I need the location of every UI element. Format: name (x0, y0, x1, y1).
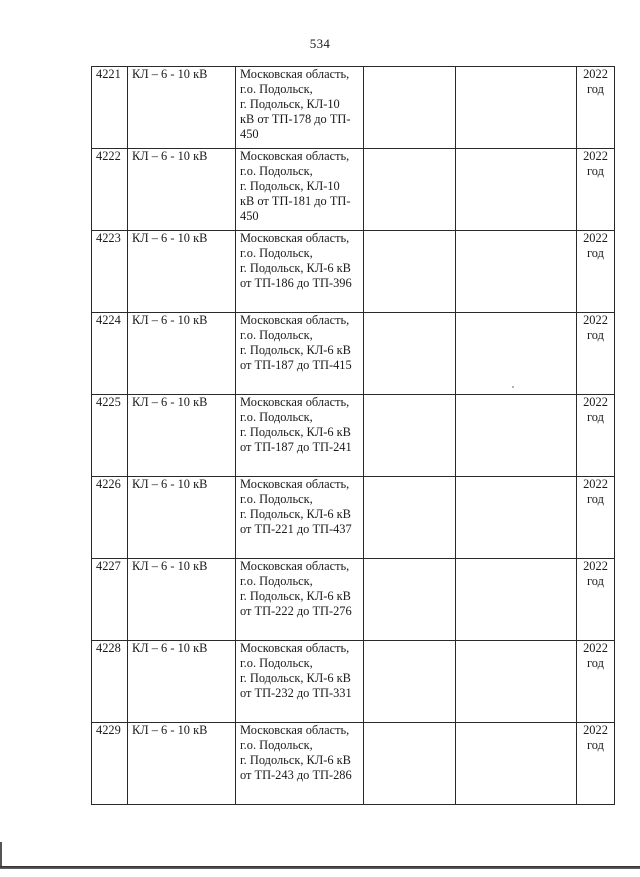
year-cell (577, 559, 615, 641)
empty-cell (364, 477, 456, 559)
address-line: г. Подольск, КЛ-6 кВ (240, 753, 351, 767)
address-line: г.о. Подольск, (240, 656, 313, 670)
table-row (92, 67, 615, 149)
row-number-cell: 4224 (92, 313, 128, 395)
line-type-cell: КЛ – 6 - 10 кВ (128, 395, 236, 477)
address-line: г.о. Подольск, (240, 82, 313, 96)
empty-cell (456, 313, 577, 395)
address-line: г.о. Подольск, (240, 246, 313, 260)
empty-cell (456, 149, 577, 231)
address-line: от ТП-187 до ТП-415 (240, 358, 352, 372)
address-line: от ТП-187 до ТП-241 (240, 440, 352, 454)
address-line: г. Подольск, КЛ-6 кВ (240, 507, 351, 521)
year-value: 2022 (583, 67, 608, 81)
scan-bottom-edge (0, 866, 640, 869)
address-cell (236, 559, 364, 641)
empty-cell (456, 559, 577, 641)
address-line: Московская область, (240, 231, 350, 245)
row-number-cell: 4221 (92, 67, 128, 149)
address-line: г. Подольск, КЛ-6 кВ (240, 671, 351, 685)
table-row (92, 477, 615, 559)
address-line: г. Подольск, КЛ-6 кВ (240, 261, 351, 275)
year-cell (577, 149, 615, 231)
year-cell (577, 313, 615, 395)
address-line: Московская область, (240, 395, 350, 409)
year-value: 2022 (583, 723, 608, 737)
empty-cell (456, 641, 577, 723)
line-type-cell: КЛ – 6 - 10 кВ (128, 723, 236, 805)
address-line: Московская область, (240, 313, 350, 327)
empty-cell (364, 395, 456, 477)
line-type-cell: КЛ – 6 - 10 кВ (128, 149, 236, 231)
address-line: г. Подольск, КЛ-10 (240, 97, 340, 111)
year-unit: год (587, 656, 604, 670)
address-cell (236, 723, 364, 805)
year-value: 2022 (583, 149, 608, 163)
year-unit: год (587, 574, 604, 588)
address-line: Московская область, (240, 477, 350, 491)
row-number-cell: 4225 (92, 395, 128, 477)
line-type-cell: КЛ – 6 - 10 кВ (128, 67, 236, 149)
year-unit: год (587, 738, 604, 752)
address-line: г.о. Подольск, (240, 492, 313, 506)
line-type-cell: КЛ – 6 - 10 кВ (128, 477, 236, 559)
address-line: Московская область, (240, 641, 350, 655)
address-line: г. Подольск, КЛ-10 (240, 179, 340, 193)
line-type-cell: КЛ – 6 - 10 кВ (128, 313, 236, 395)
year-value: 2022 (583, 641, 608, 655)
address-line: г.о. Подольск, (240, 328, 313, 342)
empty-cell (456, 231, 577, 313)
year-cell (577, 477, 615, 559)
table-row (92, 149, 615, 231)
address-line: Московская область, (240, 149, 350, 163)
address-line: г.о. Подольск, (240, 574, 313, 588)
address-line: от ТП-186 до ТП-396 (240, 276, 352, 290)
address-line: Московская область, (240, 723, 350, 737)
address-cell (236, 231, 364, 313)
table-row (92, 723, 615, 805)
year-cell (577, 723, 615, 805)
address-cell (236, 477, 364, 559)
year-unit: год (587, 410, 604, 424)
address-line: г. Подольск, КЛ-6 кВ (240, 589, 351, 603)
scan-edge-mark (0, 842, 2, 866)
address-line: г. Подольск, КЛ-6 кВ (240, 425, 351, 439)
registry-table (91, 66, 615, 805)
year-unit: год (587, 492, 604, 506)
line-type-cell: КЛ – 6 - 10 кВ (128, 641, 236, 723)
row-number-cell: 4226 (92, 477, 128, 559)
empty-cell (364, 723, 456, 805)
year-value: 2022 (583, 477, 608, 491)
year-cell (577, 395, 615, 477)
address-cell (236, 313, 364, 395)
empty-cell (364, 641, 456, 723)
year-cell (577, 231, 615, 313)
year-unit: год (587, 82, 604, 96)
row-number-cell: 4228 (92, 641, 128, 723)
empty-cell (456, 67, 577, 149)
empty-cell (364, 313, 456, 395)
empty-cell (364, 559, 456, 641)
address-line: от ТП-222 до ТП-276 (240, 604, 352, 618)
line-type-cell: КЛ – 6 - 10 кВ (128, 231, 236, 313)
address-line: кВ от ТП-181 до ТП- (240, 194, 351, 208)
address-cell (236, 67, 364, 149)
address-line: 450 (240, 209, 259, 223)
address-cell (236, 149, 364, 231)
row-number-cell: 4223 (92, 231, 128, 313)
row-number-cell: 4229 (92, 723, 128, 805)
scan-speck (512, 386, 514, 388)
year-value: 2022 (583, 313, 608, 327)
empty-cell (456, 395, 577, 477)
page-number: 534 (309, 36, 331, 51)
row-number-cell: 4222 (92, 149, 128, 231)
address-line: от ТП-243 до ТП-286 (240, 768, 352, 782)
empty-cell (456, 477, 577, 559)
year-unit: год (587, 328, 604, 342)
table-row (92, 231, 615, 313)
empty-cell (364, 149, 456, 231)
table-row (92, 559, 615, 641)
empty-cell (456, 723, 577, 805)
address-line: г.о. Подольск, (240, 738, 313, 752)
address-line: г.о. Подольск, (240, 164, 313, 178)
year-value: 2022 (583, 395, 608, 409)
table-row (92, 395, 615, 477)
year-unit: год (587, 246, 604, 260)
year-value: 2022 (583, 231, 608, 245)
address-line: Московская область, (240, 67, 350, 81)
empty-cell (364, 67, 456, 149)
address-cell (236, 641, 364, 723)
address-line: от ТП-232 до ТП-331 (240, 686, 352, 700)
year-cell (577, 641, 615, 723)
address-line: кВ от ТП-178 до ТП- (240, 112, 351, 126)
year-unit: год (587, 164, 604, 178)
table-row (92, 641, 615, 723)
address-line: г. Подольск, КЛ-6 кВ (240, 343, 351, 357)
year-cell (577, 67, 615, 149)
table-row (92, 313, 615, 395)
year-value: 2022 (583, 559, 608, 573)
registry-table-body (92, 67, 615, 805)
address-line: г.о. Подольск, (240, 410, 313, 424)
address-cell (236, 395, 364, 477)
row-number-cell: 4227 (92, 559, 128, 641)
line-type-cell: КЛ – 6 - 10 кВ (128, 559, 236, 641)
address-line: 450 (240, 127, 259, 141)
empty-cell (364, 231, 456, 313)
address-line: от ТП-221 до ТП-437 (240, 522, 352, 536)
address-line: Московская область, (240, 559, 350, 573)
